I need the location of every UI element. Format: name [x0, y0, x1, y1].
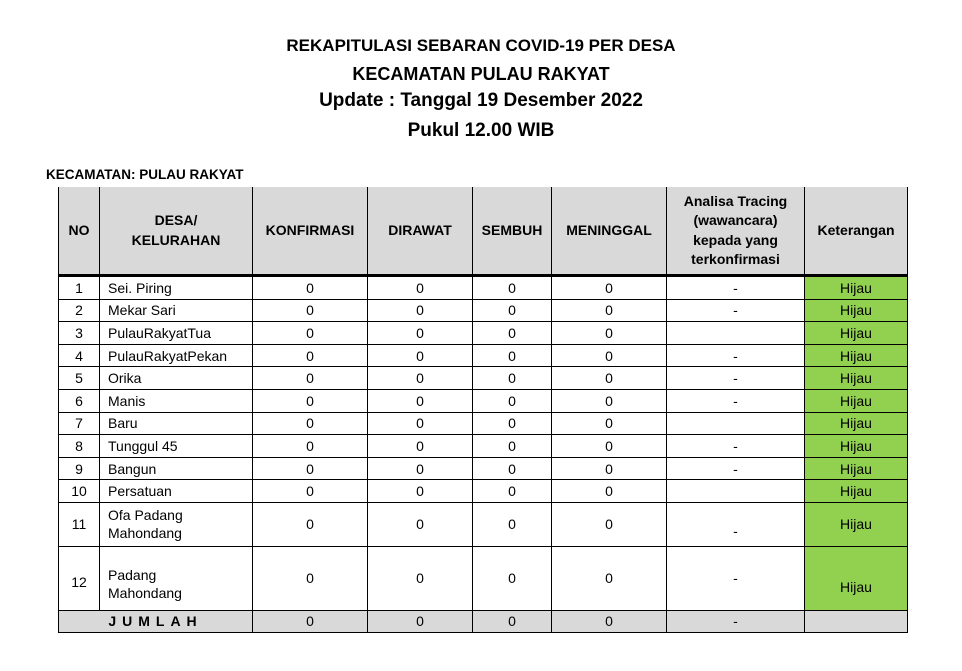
- cell-keterangan: [805, 546, 908, 610]
- cell-meninggal: 0: [552, 344, 667, 367]
- table-row: [59, 435, 908, 458]
- column-header-dirawat: DIRAWAT: [368, 187, 473, 276]
- table-row: [59, 480, 908, 503]
- cell-no-value: 12: [71, 574, 87, 591]
- cell-meninggal: 0: [552, 276, 667, 300]
- cell-sembuh: 0: [473, 412, 552, 435]
- cell-keterangan: Hijau: [805, 480, 908, 503]
- table-header-row: [59, 187, 908, 276]
- total-sembuh: 0: [473, 610, 552, 632]
- table-row: [59, 502, 908, 546]
- column-header-keterangan: Keterangan: [805, 187, 908, 276]
- column-header-no: NO: [59, 187, 100, 276]
- cell-meninggal: 0: [552, 546, 667, 610]
- cell-dirawat: 0: [368, 299, 473, 322]
- cell-keterangan: Hijau: [805, 344, 908, 367]
- table-row: [59, 546, 908, 610]
- cell-no: 3: [59, 322, 100, 345]
- cell-dirawat: 0: [368, 389, 473, 412]
- column-header-sembuh: SEMBUH: [473, 187, 552, 276]
- cell-keterangan: Hijau: [805, 435, 908, 458]
- cell-dirawat: 0: [368, 276, 473, 300]
- table-row: [59, 322, 908, 345]
- cell-keterangan: Hijau: [805, 502, 908, 546]
- cell-desa-line1: Ofa Padang: [108, 507, 183, 524]
- cell-sembuh: 0: [473, 299, 552, 322]
- cell-desa: Baru: [100, 412, 253, 435]
- total-row: [59, 610, 908, 632]
- column-header-meninggal: MENINGGAL: [552, 187, 667, 276]
- cell-konfirmasi: 0: [253, 435, 368, 458]
- cell-meninggal: 0: [552, 502, 667, 546]
- cell-desa-line2: Mahondang: [108, 525, 182, 542]
- cell-analisa: -: [667, 299, 805, 322]
- cell-dirawat: 0: [368, 322, 473, 345]
- total-konfirmasi: 0: [253, 610, 368, 632]
- cell-desa: PulauRakyatPekan: [100, 344, 253, 367]
- cell-desa: [100, 502, 253, 546]
- cell-dirawat: 0: [368, 502, 473, 546]
- cell-dirawat: 0: [368, 457, 473, 480]
- cell-sembuh: 0: [473, 322, 552, 345]
- cell-desa: Bangun: [100, 457, 253, 480]
- cell-desa: [100, 546, 253, 610]
- cell-sembuh: 0: [473, 389, 552, 412]
- cell-analisa: -: [667, 546, 805, 610]
- total-label: JUMLAH: [59, 610, 253, 632]
- table-row: [59, 276, 908, 300]
- cell-sembuh: 0: [473, 502, 552, 546]
- cell-desa: Manis: [100, 389, 253, 412]
- cell-konfirmasi: 0: [253, 276, 368, 300]
- cell-keterangan: Hijau: [805, 412, 908, 435]
- cell-konfirmasi: 0: [253, 389, 368, 412]
- cell-meninggal: 0: [552, 389, 667, 412]
- column-header-analisa-line4: terkonfirmasi: [691, 251, 780, 267]
- cell-dirawat: 0: [368, 412, 473, 435]
- cell-analisa: -: [667, 389, 805, 412]
- cell-dirawat: 0: [368, 435, 473, 458]
- cell-konfirmasi: 0: [253, 412, 368, 435]
- cell-meninggal: 0: [552, 457, 667, 480]
- cell-konfirmasi: 0: [253, 367, 368, 390]
- cell-keterangan: Hijau: [805, 389, 908, 412]
- cell-no: 9: [59, 457, 100, 480]
- cell-keterangan: Hijau: [805, 457, 908, 480]
- cell-analisa: -: [667, 457, 805, 480]
- cell-analisa: -: [667, 276, 805, 300]
- column-header-desa: [100, 187, 253, 276]
- cell-konfirmasi: 0: [253, 322, 368, 345]
- cell-analisa: [667, 480, 805, 503]
- cell-konfirmasi: 0: [253, 502, 368, 546]
- cell-konfirmasi: 0: [253, 299, 368, 322]
- cell-dirawat: 0: [368, 367, 473, 390]
- table-row: [59, 344, 908, 367]
- cell-meninggal: 0: [552, 435, 667, 458]
- column-header-analisa-line3: kepada yang: [693, 231, 778, 248]
- cell-no: 5: [59, 367, 100, 390]
- cell-analisa: -: [667, 367, 805, 390]
- report-update-date: Update : Tanggal 19 Desember 2022: [319, 90, 643, 111]
- report-title: REKAPITULASI SEBARAN COVID-19 PER DESA: [286, 36, 676, 55]
- cell-keterangan-value: Hijau: [840, 579, 872, 596]
- cell-dirawat: 0: [368, 344, 473, 367]
- cell-meninggal: 0: [552, 299, 667, 322]
- column-header-analisa-line2: (wawancara): [693, 212, 778, 228]
- cell-sembuh: 0: [473, 367, 552, 390]
- cell-dirawat: 0: [368, 546, 473, 610]
- cell-desa: Persatuan: [100, 480, 253, 503]
- column-header-analisa-line1: Analisa Tracing: [683, 192, 788, 209]
- column-header-desa-line2: KELURAHAN: [131, 231, 221, 248]
- cell-keterangan: Hijau: [805, 322, 908, 345]
- cell-meninggal: 0: [552, 412, 667, 435]
- cell-desa: Orika: [100, 367, 253, 390]
- table-row: [59, 299, 908, 322]
- cell-desa: PulauRakyatTua: [100, 322, 253, 345]
- cell-keterangan: Hijau: [805, 299, 908, 322]
- cell-no: 1: [59, 276, 100, 300]
- cell-desa-line1: Padang: [108, 567, 157, 584]
- cell-desa: Sei. Piring: [100, 276, 253, 300]
- report-subtitle-kecamatan: KECAMATAN PULAU RAKYAT: [352, 64, 610, 84]
- cell-sembuh: 0: [473, 546, 552, 610]
- cell-no: [59, 546, 100, 610]
- cell-konfirmasi: 0: [253, 457, 368, 480]
- cell-no: 6: [59, 389, 100, 412]
- cell-konfirmasi: 0: [253, 344, 368, 367]
- cell-sembuh: 0: [473, 435, 552, 458]
- cell-analisa: [667, 502, 805, 546]
- total-keterangan: [805, 610, 908, 632]
- total-analisa: -: [667, 610, 805, 632]
- cell-meninggal: 0: [552, 367, 667, 390]
- cell-analisa: -: [667, 344, 805, 367]
- report-update-time: Pukul 12.00 WIB: [407, 120, 555, 141]
- kecamatan-label: KECAMATAN: PULAU RAKYAT: [46, 167, 244, 182]
- covid-recap-table: [58, 187, 908, 633]
- cell-sembuh: 0: [473, 480, 552, 503]
- cell-konfirmasi: 0: [253, 546, 368, 610]
- cell-no: 7: [59, 412, 100, 435]
- cell-desa: Mekar Sari: [100, 299, 253, 322]
- cell-no: 2: [59, 299, 100, 322]
- cell-konfirmasi: 0: [253, 480, 368, 503]
- column-header-konfirmasi: KONFIRMASI: [253, 187, 368, 276]
- cell-meninggal: 0: [552, 322, 667, 345]
- table-row: [59, 389, 908, 412]
- total-dirawat: 0: [368, 610, 473, 632]
- cell-meninggal: 0: [552, 480, 667, 503]
- table-row: [59, 412, 908, 435]
- cell-no: 4: [59, 344, 100, 367]
- table-row: [59, 367, 908, 390]
- cell-analisa: -: [667, 435, 805, 458]
- column-header-analisa: [667, 187, 805, 276]
- cell-no: 11: [59, 502, 100, 546]
- cell-sembuh: 0: [473, 457, 552, 480]
- cell-desa: Tunggul 45: [100, 435, 253, 458]
- cell-keterangan: Hijau: [805, 276, 908, 300]
- cell-analisa-value: -: [733, 523, 738, 540]
- cell-no: 8: [59, 435, 100, 458]
- cell-analisa: [667, 412, 805, 435]
- column-header-desa-line1: DESA/: [154, 212, 198, 228]
- cell-desa-line2: Mahondang: [108, 585, 182, 602]
- cell-sembuh: 0: [473, 344, 552, 367]
- cell-no: 10: [59, 480, 100, 503]
- table-row: [59, 457, 908, 480]
- total-meninggal: 0: [552, 610, 667, 632]
- cell-keterangan: Hijau: [805, 367, 908, 390]
- cell-analisa: [667, 322, 805, 345]
- cell-dirawat: 0: [368, 480, 473, 503]
- cell-sembuh: 0: [473, 276, 552, 300]
